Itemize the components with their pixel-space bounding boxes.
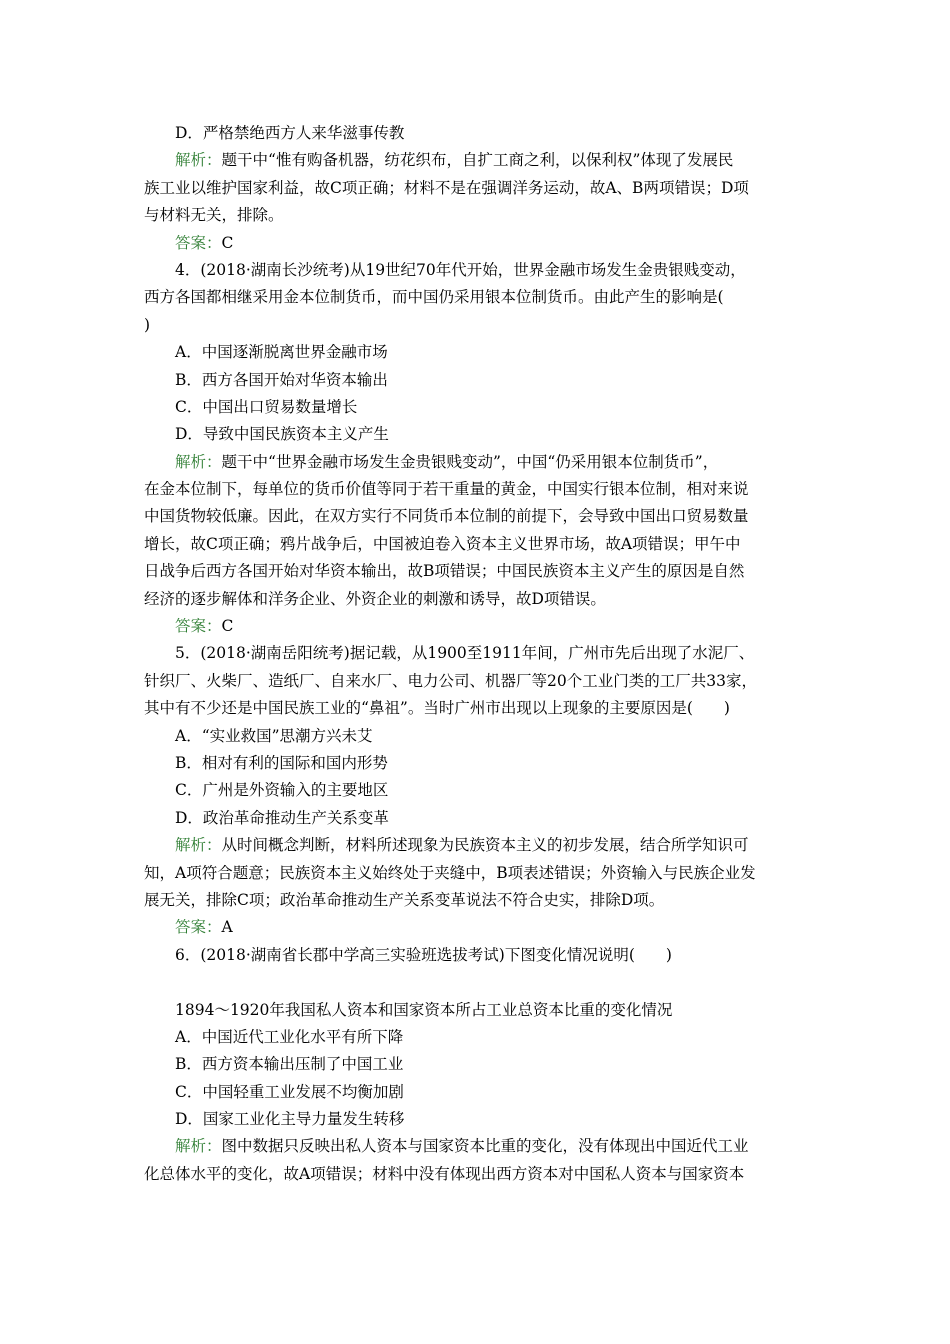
line-text: 题干中“惟有购备机器，纺花织布，自扩工商之利，以保利权”体现了发展民 — [221, 151, 734, 170]
text-line — [144, 503, 809, 530]
line-text: 日战争后西方各国开始对华资本输出，故B项错误；中国民族资本主义产生的原因是自然 — [144, 562, 745, 581]
line-text: 其中有不少还是中国民族工业的“鼻祖”。当时广州市出现以上现象的主要原因是( ) — [144, 699, 730, 718]
line-text: 中国货物较低廉。因此，在双方实行不同货币本位制的前提下，会导致中国出口贸易数量 — [144, 507, 749, 526]
line-text: 针织厂、火柴厂、造纸厂、自来水厂、电力公司、机器厂等20个工业门类的工厂共33家， — [144, 671, 757, 690]
line-text: C．中国出口贸易数量增长 — [175, 397, 358, 416]
option-line — [144, 1079, 809, 1106]
line-text: 增长，故C项正确；鸦片战争后，中国被迫卷入资本主义世界市场，故A项错误；甲午中 — [144, 534, 741, 553]
line-text: B．西方各国开始对华资本输出 — [175, 370, 388, 389]
section-label: 答案： — [175, 617, 222, 636]
option-line — [144, 339, 809, 366]
section-label: 解析： — [175, 151, 222, 170]
line-text: 知，A项符合题意；民族资本主义始终处于夹缝中，B项表述错误；外资输入与民族企业发 — [144, 863, 756, 882]
line-text: 题干中“世界金融市场发生金贵银贱变动”，中国“仍采用银本位制货币”， — [221, 452, 719, 471]
analysis-line — [144, 449, 809, 476]
line-text: D．政治革命推动生产关系变革 — [175, 808, 389, 827]
text-line — [144, 695, 809, 722]
option-line — [144, 1106, 809, 1133]
text-line — [144, 175, 809, 202]
line-text: A．中国近代工业化水平有所下降 — [175, 1027, 404, 1046]
text-line — [144, 312, 809, 339]
text-line — [144, 668, 809, 695]
option-line — [144, 1051, 809, 1078]
line-text: D．严格禁绝西方人来华滋事传教 — [175, 124, 405, 142]
line-text: 西方各国都相继采用金本位制货币，而中国仍采用银本位制货币。由此产生的影响是( — [144, 288, 724, 307]
line-text: A．“实业救国”思潮方兴未艾 — [175, 726, 373, 745]
text-line — [144, 860, 809, 887]
figure-gap — [144, 969, 809, 996]
line-text: 1894～1920年我国私人资本和国家资本所占工业总资本比重的变化情况 — [175, 1000, 673, 1019]
option-line — [144, 805, 809, 832]
option-line — [144, 1024, 809, 1051]
line-text: 在金本位制下，每单位的货币价值等同于若干重量的黄金，中国实行银本位制，相对来说 — [144, 480, 749, 499]
line-text: 4．(2018·湖南长沙统考)从19世纪70年代开始，世界金融市场发生金贵银贱变动， — [175, 260, 746, 279]
text-line — [144, 942, 809, 969]
option-line — [144, 421, 809, 448]
text-line — [144, 558, 809, 585]
line-text: 与材料无关，排除。 — [144, 206, 284, 225]
option-line — [144, 777, 809, 804]
text-line — [144, 997, 809, 1024]
document-body — [144, 120, 809, 1188]
analysis-line — [144, 832, 809, 859]
option-line — [144, 723, 809, 750]
section-label: 解析： — [175, 452, 222, 471]
section-label: 解析： — [175, 836, 222, 855]
text-line — [144, 476, 809, 503]
text-line — [144, 887, 809, 914]
line-text: C．广州是外资输入的主要地区 — [175, 781, 389, 800]
line-text: 族工业以维护国家利益，故C项正确；材料不是在强调洋务运动，故A、B两项错误；D项 — [144, 178, 749, 197]
analysis-line — [144, 1133, 809, 1160]
text-line — [144, 586, 809, 613]
line-text: A．中国逐渐脱离世界金融市场 — [175, 343, 388, 362]
text-line — [144, 1161, 809, 1188]
section-label: 答案： — [175, 233, 222, 252]
option-line — [144, 750, 809, 777]
line-text: ) — [144, 315, 151, 334]
line-text: C — [221, 617, 234, 636]
line-text: C — [221, 233, 234, 252]
line-text: D．国家工业化主导力量发生转移 — [175, 1110, 405, 1129]
text-line — [144, 202, 809, 229]
line-text: 从时间概念判断，材料所述现象为民族资本主义的初步发展，结合所学知识可 — [221, 836, 749, 855]
option-line — [144, 394, 809, 421]
section-label: 解析： — [175, 1137, 222, 1156]
line-text: 6．(2018·湖南省长郡中学高三实验班选拔考试)下图变化情况说明( ) — [175, 945, 672, 964]
text-line — [144, 284, 809, 311]
option-line — [144, 367, 809, 394]
line-text: D．导致中国民族资本主义产生 — [175, 425, 389, 444]
analysis-line — [144, 147, 809, 174]
text-line — [144, 531, 809, 558]
line-text: B．西方资本输出压制了中国工业 — [175, 1055, 404, 1074]
option-line — [144, 120, 809, 147]
line-text: 经济的逐步解体和洋务企业、外资企业的刺激和诱导，故D项错误。 — [144, 589, 606, 608]
answer-line — [144, 914, 809, 941]
text-line — [144, 257, 809, 284]
answer-line — [144, 230, 809, 257]
line-text: 图中数据只反映出私人资本与国家资本比重的变化，没有体现出中国近代工业 — [221, 1137, 749, 1156]
line-text: 5．(2018·湖南岳阳统考)据记载，从1900至1911年间，广州市先后出现了水泥厂、 — [175, 644, 755, 663]
section-label: 答案： — [175, 918, 222, 937]
text-line — [144, 640, 809, 667]
line-text: 展无关，排除C项；政治革命推动生产关系变革说法不符合史实，排除D项。 — [144, 890, 665, 909]
line-text: B．相对有利的国际和国内形势 — [175, 753, 388, 772]
answer-line — [144, 613, 809, 640]
line-text: A — [221, 918, 233, 937]
line-text: C．中国轻重工业发展不均衡加剧 — [175, 1082, 404, 1101]
line-text: 化总体水平的变化，故A项错误；材料中没有体现出西方资本对中国私人资本与国家资本 — [144, 1164, 745, 1183]
